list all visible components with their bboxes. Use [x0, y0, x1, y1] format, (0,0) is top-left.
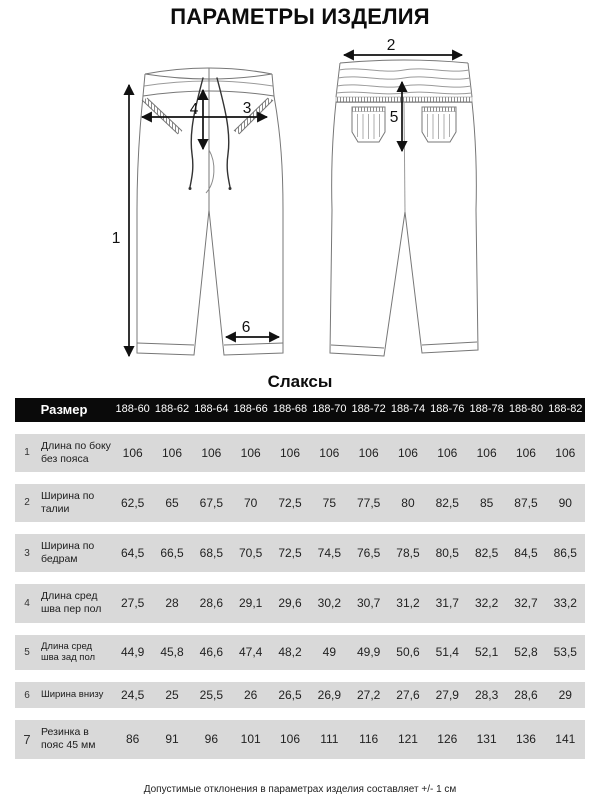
parameter-value: 26 [231, 682, 270, 708]
parameter-number: 6 [15, 682, 39, 708]
parameter-value: 48,2 [270, 635, 309, 671]
parameter-value: 45,8 [152, 635, 191, 671]
parameter-value: 49,9 [349, 635, 388, 671]
parameter-value: 116 [349, 720, 388, 758]
size-column-header: 188-74 [388, 398, 427, 422]
product-name-title: Слаксы [267, 372, 333, 391]
size-column-header: 188-76 [428, 398, 467, 422]
parameter-value: 85 [467, 484, 506, 522]
measure-label-2: 2 [386, 37, 396, 54]
parameter-value: 106 [546, 434, 585, 472]
parameter-value: 66,5 [152, 534, 191, 572]
parameter-value: 106 [231, 434, 270, 472]
parameter-value: 31,7 [428, 584, 467, 622]
parameter-row [15, 635, 585, 671]
parameter-value: 106 [506, 434, 545, 472]
size-column-header: 188-78 [467, 398, 506, 422]
back-pocket-right [422, 107, 456, 142]
parameter-value: 82,5 [467, 534, 506, 572]
size-corner-header: Размер [15, 398, 113, 422]
parameter-value: 96 [192, 720, 231, 758]
parameter-row [15, 682, 585, 708]
parameter-value: 106 [428, 434, 467, 472]
parameter-value: 136 [506, 720, 545, 758]
parameter-value: 44,9 [113, 635, 152, 671]
parameter-name: Длина сред шва зад пол [39, 635, 113, 671]
parameter-number: 4 [15, 584, 39, 622]
back-view [330, 60, 478, 356]
parameter-value: 62,5 [113, 484, 152, 522]
tolerance-note: Допустимые отклонения в параметрах изделия составляет +/- 1 см [143, 784, 457, 795]
parameter-name: Длина сред шва пер пол [39, 584, 113, 622]
parameter-value: 131 [467, 720, 506, 758]
parameter-value: 126 [428, 720, 467, 758]
front-view [137, 68, 283, 355]
parameter-value: 78,5 [388, 534, 427, 572]
parameter-value: 111 [310, 720, 349, 758]
drawstring-icon [189, 78, 232, 190]
parameter-row [15, 720, 585, 758]
front-pocket-right-hatch [234, 98, 273, 134]
parameter-row [15, 534, 585, 572]
parameter-value: 72,5 [270, 484, 309, 522]
size-column-header: 188-68 [270, 398, 309, 422]
size-column-header: 188-64 [192, 398, 231, 422]
parameter-value: 50,6 [388, 635, 427, 671]
parameter-value: 106 [113, 434, 152, 472]
parameter-value: 53,5 [546, 635, 585, 671]
parameter-value: 28,6 [192, 584, 231, 622]
parameter-value: 106 [388, 434, 427, 472]
parameter-value: 80,5 [428, 534, 467, 572]
parameter-value: 77,5 [349, 484, 388, 522]
parameter-value: 51,4 [428, 635, 467, 671]
parameter-value: 27,2 [349, 682, 388, 708]
parameter-value: 106 [270, 720, 309, 758]
back-pocket-left [352, 107, 385, 142]
parameter-value: 27,5 [113, 584, 152, 622]
size-column-header: 188-60 [113, 398, 152, 422]
parameter-value: 121 [388, 720, 427, 758]
size-column-header: 188-66 [231, 398, 270, 422]
measure-label-1: 1 [111, 230, 121, 247]
parameter-name: Резинка в пояс 45 мм [39, 720, 113, 758]
parameter-value: 28 [152, 584, 191, 622]
parameter-value: 30,2 [310, 584, 349, 622]
parameter-value: 76,5 [349, 534, 388, 572]
parameter-row [15, 434, 585, 472]
parameter-value: 29,6 [270, 584, 309, 622]
parameter-value: 70 [231, 484, 270, 522]
parameter-value: 141 [546, 720, 585, 758]
parameter-value: 24,5 [113, 682, 152, 708]
parameter-value: 31,2 [388, 584, 427, 622]
parameter-value: 52,8 [506, 635, 545, 671]
parameter-row [15, 484, 585, 522]
measure-label-4: 4 [189, 101, 199, 118]
parameter-value: 84,5 [506, 534, 545, 572]
parameter-value: 82,5 [428, 484, 467, 522]
measure-label-6: 6 [241, 319, 251, 336]
parameter-name: Ширина по бедрам [39, 534, 113, 572]
parameter-value: 28,3 [467, 682, 506, 708]
size-column-header: 188-62 [152, 398, 191, 422]
parameter-value: 64,5 [113, 534, 152, 572]
size-column-header: 188-82 [546, 398, 585, 422]
parameter-value: 87,5 [506, 484, 545, 522]
parameter-row [15, 584, 585, 622]
parameter-value: 27,9 [428, 682, 467, 708]
parameter-value: 26,5 [270, 682, 309, 708]
parameter-value: 106 [152, 434, 191, 472]
parameter-value: 25 [152, 682, 191, 708]
parameter-number: 1 [15, 434, 39, 472]
parameter-value: 29,1 [231, 584, 270, 622]
parameter-value: 72,5 [270, 534, 309, 572]
measurement-labels [112, 37, 399, 336]
parameter-value: 30,7 [349, 584, 388, 622]
parameter-name: Длина по боку без пояса [39, 434, 113, 472]
parameter-value: 106 [310, 434, 349, 472]
parameter-value: 27,6 [388, 682, 427, 708]
parameter-value: 80 [388, 484, 427, 522]
pants-technical-drawing [0, 0, 600, 372]
parameter-value: 65 [152, 484, 191, 522]
parameter-value: 28,6 [506, 682, 545, 708]
parameter-number: 2 [15, 484, 39, 522]
parameter-number: 5 [15, 635, 39, 671]
parameter-value: 49 [310, 635, 349, 671]
parameter-value: 25,5 [192, 682, 231, 708]
parameter-value: 26,9 [310, 682, 349, 708]
parameter-name: Ширина внизу [39, 682, 113, 708]
parameter-value: 67,5 [192, 484, 231, 522]
parameter-value: 68,5 [192, 534, 231, 572]
parameter-value: 90 [546, 484, 585, 522]
parameter-value: 33,2 [546, 584, 585, 622]
parameter-value: 106 [270, 434, 309, 472]
parameter-value: 106 [192, 434, 231, 472]
parameter-value: 101 [231, 720, 270, 758]
size-column-header: 188-72 [349, 398, 388, 422]
parameter-value: 32,7 [506, 584, 545, 622]
size-header-row [15, 398, 585, 422]
parameter-value: 47,4 [231, 635, 270, 671]
parameter-value: 75 [310, 484, 349, 522]
size-column-header: 188-80 [506, 398, 545, 422]
parameter-value: 29 [546, 682, 585, 708]
front-pocket-left-hatch [142, 98, 182, 134]
parameter-value: 86 [113, 720, 152, 758]
parameter-name: Ширина по талии [39, 484, 113, 522]
measure-label-5: 5 [389, 109, 399, 126]
size-parameters-table [15, 386, 585, 771]
parameter-value: 74,5 [310, 534, 349, 572]
parameter-value: 91 [152, 720, 191, 758]
parameter-value: 32,2 [467, 584, 506, 622]
parameter-value: 106 [349, 434, 388, 472]
parameter-number: 3 [15, 534, 39, 572]
page-title: ПАРАМЕТРЫ ИЗДЕЛИЯ [170, 4, 430, 29]
parameter-value: 106 [467, 434, 506, 472]
parameter-value: 52,1 [467, 635, 506, 671]
size-column-header: 188-70 [310, 398, 349, 422]
parameter-value: 86,5 [546, 534, 585, 572]
parameter-value: 46,6 [192, 635, 231, 671]
parameter-value: 70,5 [231, 534, 270, 572]
measure-label-3: 3 [242, 100, 252, 117]
parameter-number: 7 [15, 720, 39, 758]
pants-diagram [0, 0, 600, 372]
